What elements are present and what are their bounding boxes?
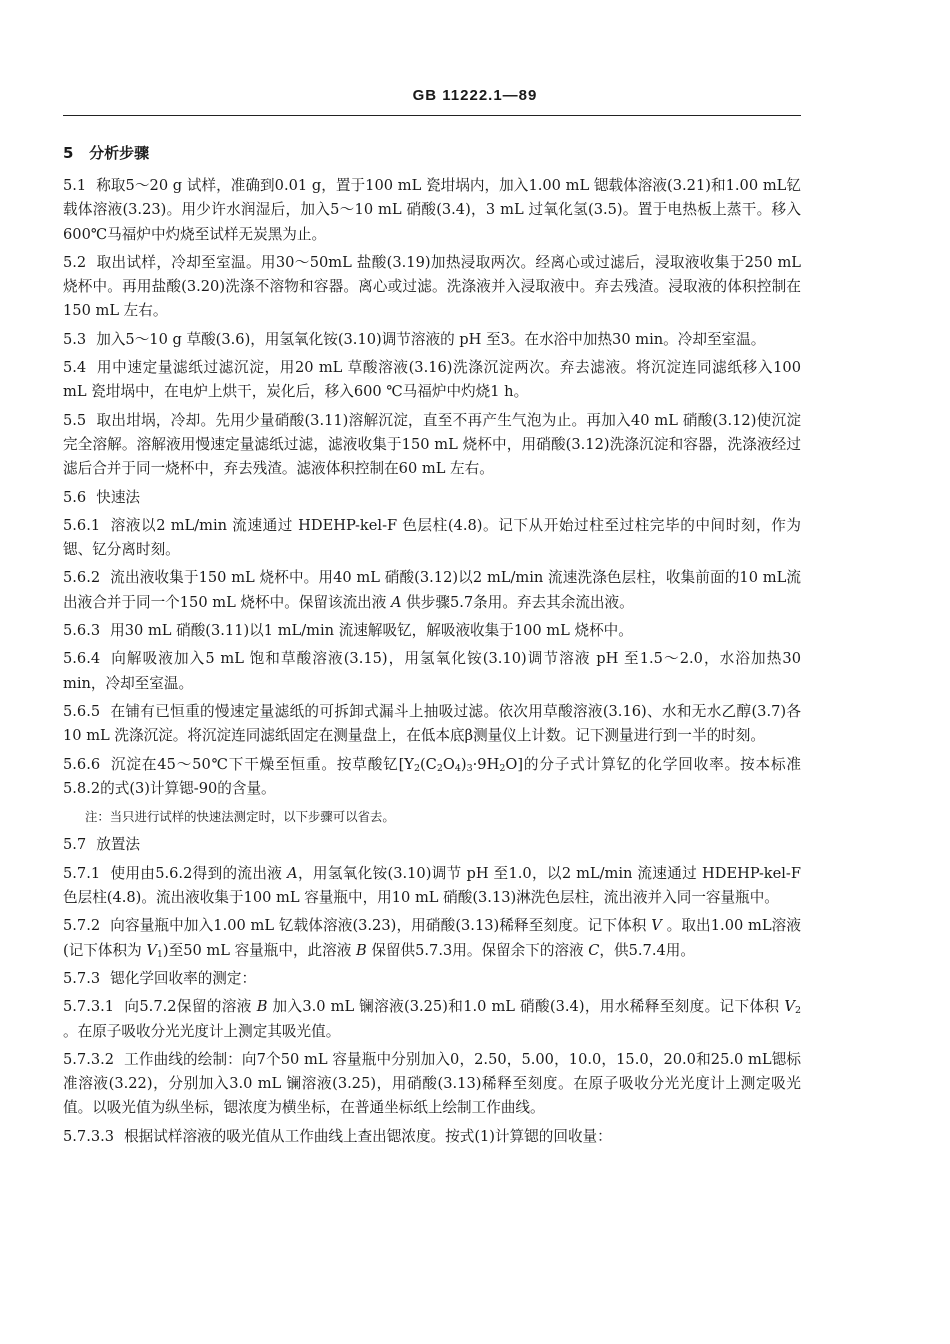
chemical-formula: [404, 756, 523, 773]
variable-subscript: 1: [156, 948, 163, 960]
paragraph-number: 5.6.4: [63, 650, 101, 668]
paragraph-text: 溶液以2 mL/min 流速通过 HDEHP-kel-F 色层柱(4.8)。记下从开始过柱至过柱完毕的中间时刻，作为锶、钇分离时刻。: [63, 516, 801, 559]
paragraph-5-6: [63, 486, 801, 510]
paragraph-text: 向容量瓶中加入1.00 mL 钇载体溶液(3.23)，用硝酸(3.13)稀释至刻度。记下体积: [110, 917, 652, 935]
variable-c: C: [588, 941, 600, 959]
paragraph-number: 5.6.5: [63, 702, 101, 720]
formula-subscript: 2: [413, 762, 420, 774]
formula-subscript: 3: [466, 762, 473, 774]
paragraph-number: 5.1: [63, 177, 87, 194]
section-heading: [63, 141, 801, 165]
paragraph-text: 称取5～20 g 试样，准确到0.01 g，置于100 mL 瓷坩埚内，加入1.00 mL 锶载体溶液(3.21)和1.00 mL钇载体溶液(3.23)。用少许水润湿后，加入5～10 mL 硝酸(3.4)，3 mL 过氧化氢(3.5)。置于电热板上蒸干。移入600℃马福炉中灼烧至试样无炭黑为止。: [63, 177, 801, 243]
paragraph-5-7-3: [63, 967, 801, 991]
paragraph-text: 工作曲线的绘制：向7个50 mL 容量瓶中分别加入0，2.50，5.00，10.0，15.0，20.0和25.0 mL锶标准溶液(3.22)，分别加入3.0 mL 镧溶液(3.25)，用硝酸(3.13)稀释至刻度。在原子吸收分光光度计上测定吸光值。以吸光值为纵坐标，锶浓度为横坐标，在普通坐标纸上绘制工作曲线。: [63, 1050, 801, 1117]
paragraph-number: 5.7.3.1: [63, 998, 115, 1016]
paragraph-number: 5.6.6: [63, 755, 101, 773]
variable-subscript: 2: [794, 1005, 801, 1017]
paragraph-number: 5.4: [63, 359, 87, 377]
paragraph-text: 根据试样溶液的吸光值从工作曲线上查出锶浓度。按式(1)计算锶的回收量：: [124, 1127, 612, 1145]
paragraph-text: 取出坩埚，冷却。先用少量硝酸(3.11)溶解沉淀，直至不再产生气泡为止。再加入40 mL 硝酸(3.12)使沉淀完全溶解。溶解液用慢速定量滤纸过滤，滤液收集于150 mL 烧杯中，用硝酸(3.12)洗涤沉淀和容器，洗涤液经过滤后合并于同一烧杯中，弃去残渣。滤液体积控制在60 mL 左右。: [63, 411, 801, 478]
paragraph-5-7-3-2: [63, 1048, 801, 1121]
paragraph-text: 加入3.0 mL 镧溶液(3.25)和1.0 mL 硝酸(3.4)，用水稀释至刻度。记下体积: [267, 998, 785, 1016]
formula-part: (C: [419, 755, 437, 773]
paragraph-text: 取出试样，冷却至室温。用30～50mL 盐酸(3.19)加热浸取两次。经离心或过滤后，浸取液收集于250 mL 烧杯中。再用盐酸(3.20)洗涤不溶物和容器。离心或过滤。洗涤液并入浸取液中。弃去残渣。浸取液的体积控制在150 mL 左右。: [63, 253, 801, 320]
formula-subscript: 2: [436, 762, 443, 774]
paragraph-number: 5.7.1: [63, 864, 101, 882]
paragraph-5-1: [63, 174, 801, 247]
standard-number-header: GB 11222.1—89: [412, 87, 538, 104]
variable-b: B: [256, 998, 268, 1016]
header-rule: [63, 115, 801, 116]
paragraph-text: 向5.7.2保留的溶液: [124, 998, 257, 1016]
paragraph-5-2: [63, 251, 801, 324]
paragraph-text: 向解吸液加入5 mL 饱和草酸溶液(3.15)，用氢氧化铵(3.10)调节溶液 pH 至1.5～2.0，水浴加热30 min，冷却至室温。: [63, 650, 801, 692]
variable-b: B: [355, 941, 367, 959]
subsection-title: 放置法: [96, 836, 141, 854]
paragraph-number: 5.6.1: [63, 516, 101, 534]
paragraph-number: 5.5: [63, 411, 87, 429]
paragraph-number: 5.7.2: [63, 917, 101, 935]
paragraph-text: 保留供5.7.3用。保留余下的溶液: [366, 941, 589, 959]
document-body: [63, 141, 801, 1153]
paragraph-5-6-2: [63, 566, 801, 615]
formula-subscript: 2: [499, 762, 506, 774]
paragraph-number: 5.2: [63, 253, 87, 271]
paragraph-5-4: [63, 356, 801, 405]
paragraph-text: 沉淀在45～50℃下干燥至恒重。按草酸钇[: [110, 755, 405, 773]
variable-a: A: [287, 864, 298, 882]
paragraph-text: 使用由5.6.2得到的流出液: [110, 864, 288, 882]
paragraph-text: 在铺有已恒重的慢速定量滤纸的可拆卸式漏斗上抽吸过滤。依次用草酸溶液(3.16)、水和无水乙醇(3.7)各10 mL 洗涤沉淀。将沉淀连同滤纸固定在测量盘上，在低本底β测量仪上计数。记下测量进行到一半的时刻。: [63, 702, 801, 745]
formula-part: ): [460, 755, 467, 773]
paragraph-5-6-3: [63, 619, 801, 643]
paragraph-number: 5.6.2: [63, 569, 101, 587]
section-number: 5: [63, 144, 74, 162]
paragraph-5-6-6: [63, 753, 801, 802]
paragraph-number: 5.3: [63, 330, 87, 348]
paragraph-5-7-3-1: [63, 995, 801, 1044]
paragraph-text: 加入5～10 g 草酸(3.6)，用氢氧化铵(3.10)调节溶液的 pH 至3。在水浴中加热30 min。冷却至室温。: [96, 330, 766, 348]
paragraph-number: 5.6.3: [63, 622, 101, 640]
section-title: 分析步骤: [89, 144, 150, 162]
paragraph-number: 5.7: [63, 836, 87, 854]
paragraph-text: 流出液收集于150 mL 烧杯中。用40 mL 硝酸(3.12)以2 mL/min 流速洗涤色层柱，收集前面的10 mL流出液合并于同一个150 mL 烧杯中。保留该流出液: [63, 569, 801, 611]
paragraph-text: 。取出1.00 mL溶液(记下体积为: [63, 917, 801, 959]
variable-v2: V: [784, 998, 795, 1016]
note: 注：当只进行试样的快速法测定时，以下步骤可以省去。: [85, 809, 395, 825]
variable-v1: V: [146, 941, 157, 959]
paragraph-text: 用30 mL 硝酸(3.11)以1 mL/min 流速解吸钇，解吸液收集于100 mL 烧杯中。: [110, 622, 633, 640]
paragraph-5-6-5: [63, 700, 801, 749]
paragraph-text: ，供5.7.4用。: [599, 941, 695, 959]
paragraph-text: 用中速定量滤纸过滤沉淀，用20 mL 草酸溶液(3.16)洗涤沉淀两次。弃去滤液。将沉淀连同滤纸移入100 mL 瓷坩埚中，在电炉上烘干，炭化后，移入600 ℃马福炉中灼烧1 h。: [63, 359, 801, 401]
subsection-title: 锶化学回收率的测定：: [110, 969, 257, 987]
paragraph-text: )至50 mL 容量瓶中，此溶液: [162, 941, 356, 959]
paragraph-number: 5.6: [63, 488, 87, 506]
formula-part: O]: [505, 755, 524, 773]
paragraph-5-6-1: [63, 514, 801, 563]
paragraph-text: ，用氢氧化铵(3.10)调节 pH 至1.0，以2 mL/min 流速通过 HDEHP-kel-F 色层柱(4.8)。流出液收集于100 mL 容量瓶中，用10 mL 硝酸(3.13)淋洗色层柱，流出液并入同一容量瓶中。: [63, 864, 801, 907]
paragraph-text: 。在原子吸收分光光度计上测定其吸光值。: [63, 1022, 341, 1040]
paragraph-5-7: [63, 833, 801, 857]
paragraph-number: 5.7.3.3: [63, 1127, 115, 1145]
variable-v: V: [651, 917, 662, 935]
paragraph-text: 供步骤5.7条用。弃去其余流出液。: [401, 593, 634, 611]
paragraph-5-7-3-3: [63, 1125, 801, 1149]
paragraph-5-5: [63, 409, 801, 482]
formula-subscript: 4: [454, 762, 461, 774]
subsection-title: 快速法: [96, 488, 141, 506]
paragraph-5-6-4: [63, 647, 801, 696]
paragraph-number: 5.7.3: [63, 969, 101, 987]
paragraph-5-7-1: [63, 862, 801, 911]
paragraph-5-3: [63, 328, 801, 352]
paragraph-number: 5.7.3.2: [63, 1050, 115, 1068]
formula-part: Y: [404, 755, 414, 773]
formula-part: O: [442, 755, 455, 773]
variable-a: A: [391, 593, 402, 611]
formula-part: ·9H: [472, 755, 500, 773]
paragraph-5-7-2: [63, 914, 801, 963]
paragraph-text: 的分子式计算钇的化学回收率。按本标准5.8.2的式(3)计算锶-90的含量。: [63, 755, 801, 797]
